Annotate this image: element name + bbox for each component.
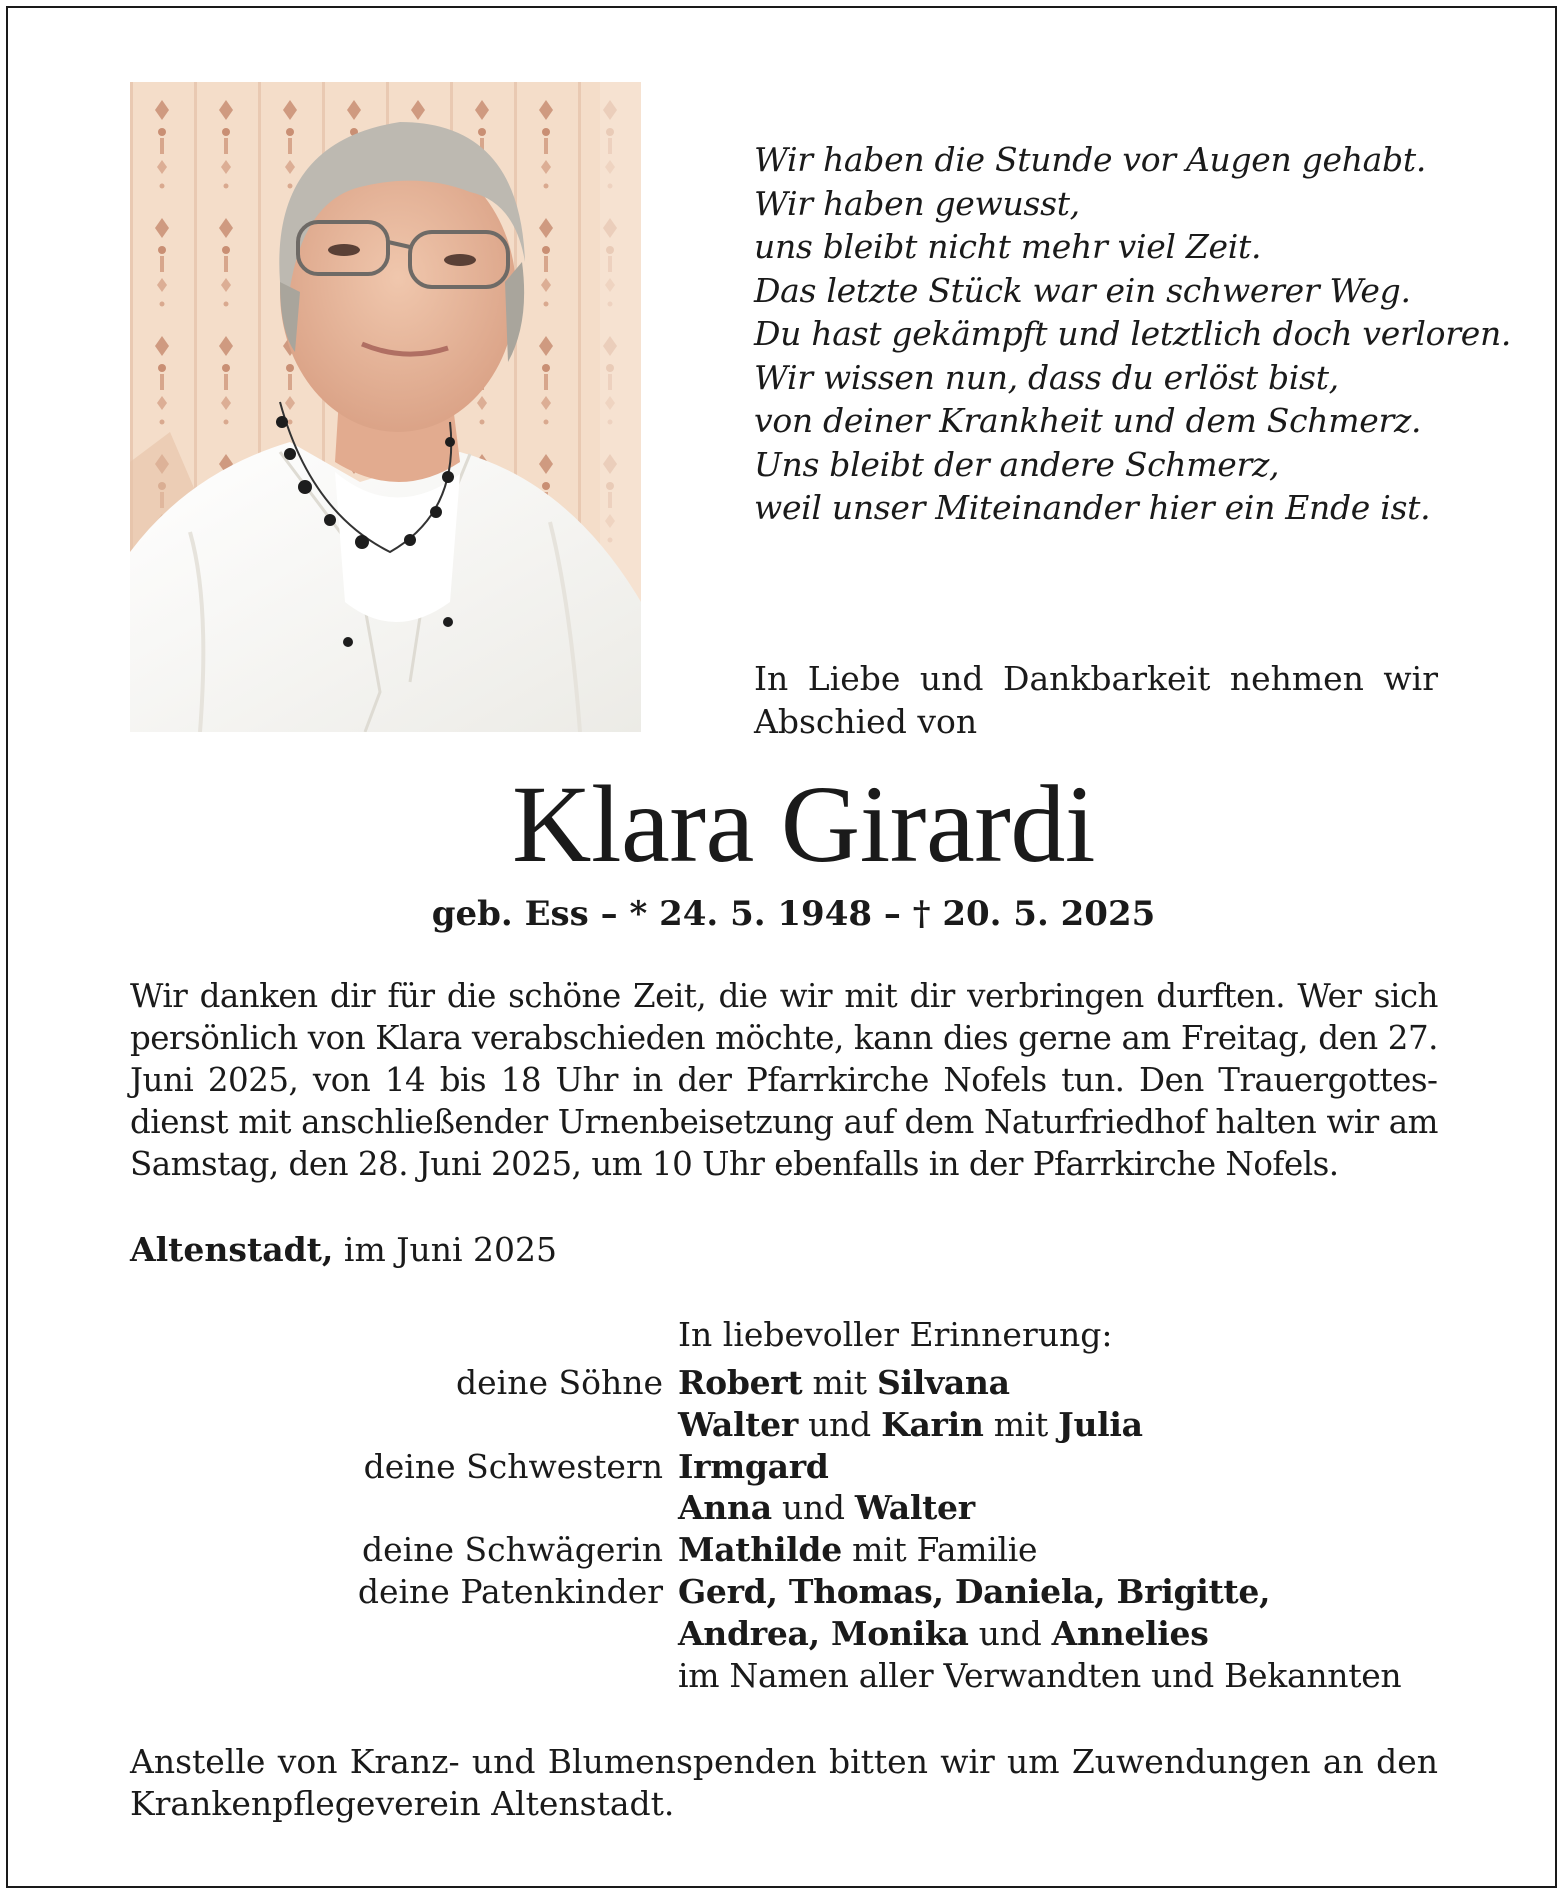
intro-text: In Liebe und Dankbarkeit nehmen wir Abschied von [754,659,1438,741]
mourner-connector: und [771,1488,855,1528]
mourner-connector: mit Familie [841,1530,1038,1570]
mourner-name: Gerd, Thomas, Daniela, Brigitte, [678,1571,1271,1611]
mourner-names [663,1404,1143,1446]
mourner-name: Silvana [876,1363,1010,1402]
message-paragraph [130,975,1438,1185]
mourner-name: Karin [881,1404,984,1444]
mourner-relation: deine Schwestern [363,1446,663,1486]
mourner-names [663,1446,829,1488]
mourner-name: Walter [678,1404,798,1444]
mourner-relation [130,1487,663,1529]
mourner-row [130,1613,1470,1655]
place-town: Altenstadt, [130,1230,334,1269]
mourner-row [130,1446,1470,1488]
mourner-names [663,1613,1209,1655]
mourner-relation: deine Söhne [456,1363,663,1402]
poem-line: Das letzte Stück war ein schwerer Weg. [754,270,1411,310]
portrait-photo [130,82,641,732]
mourner-name: Julia [1058,1404,1143,1444]
mourner-name: Andrea, Monika [678,1613,969,1653]
poem-line: uns bleibt nicht mehr viel Zeit. [754,227,1262,266]
message-text: Wir danken dir für die schöne Zeit, die wir mit dir verbringen durften. Wer sich persönlich von Klara verabschieden möchte, kann dies gerne am Freitag, den 27. Juni 2025, von 14 bis 18 Uhr in der Pfarrkirche Nofels tun. Den Trauergottesdienst mit anschließender Urnenbeisetzung auf dem Naturfriedhof halten wir am Samstag, den 28. Juni 2025, um 10 Uhr ebenfalls in der Pfarrkirche Nofels. [130,977,1438,1183]
poem-line: Uns bleibt der andere Schmerz, [754,444,1280,484]
poem-line: weil unser Miteinander hier ein Ende ist. [754,488,1431,527]
mourner-names [663,1362,1010,1404]
mourner-row [130,1362,1470,1404]
poem-line: Wir wissen nun, dass du erlöst bist, [754,357,1339,397]
mourner-row [130,1404,1470,1446]
poem-line: Wir haben gewusst, [754,183,1080,223]
place-month: im Juni 2025 [343,1230,557,1269]
mourner-connector: und [968,1613,1052,1653]
mourner-relation [130,1404,663,1446]
deceased-name: Klara Girardi [512,763,1095,885]
mourner-name: Irmgard [678,1446,829,1486]
mourner-name: Robert [678,1363,803,1402]
mourner-names [663,1655,1401,1697]
mourner-connector: und [797,1404,882,1444]
poem-line: von deiner Krankheit und dem Schmerz. [754,401,1422,440]
mourner-name: Walter [854,1488,975,1528]
mourner-name: Anna [678,1488,772,1528]
poem-line: Du hast gekämpft und letztlich doch verloren. [754,314,1512,353]
mourner-names [663,1529,1037,1571]
mourner-names [663,1571,1270,1613]
place-date [130,1228,557,1272]
donation-note: Anstelle von Kranz- und Blumenspenden bitten wir um Zuwendungen an den Krankenpflegeverein Altenstadt. [130,1742,1438,1823]
mourner-row [130,1487,1470,1529]
mourner-relation: deine Schwägerin [362,1530,663,1570]
mourner-names [663,1487,975,1529]
mourner-relation [130,1655,663,1697]
mourner-name: Mathilde [678,1530,842,1570]
mourner-connector: mit [802,1363,877,1402]
poem [754,138,1512,530]
mourner-row [130,1655,1470,1697]
mourner-relation [130,1613,663,1655]
mourner-connector: im Namen aller Verwandten und Bekannten [678,1655,1402,1695]
memory-heading: In liebevoller Erinnerung: [678,1315,1113,1354]
mourner-row [130,1529,1470,1571]
mourner-connector: mit [983,1404,1059,1444]
mourners-list [130,1362,1470,1696]
birth-death-dates: geb. Ess – * 24. 5. 1948 – † 20. 5. 2025 [431,894,1156,934]
mourner-relation: deine Patenkinder [357,1571,663,1611]
mourner-row [130,1571,1470,1613]
mourner-name: Annelies [1051,1613,1209,1653]
poem-line: Wir haben die Stunde vor Augen gehabt. [754,140,1427,179]
